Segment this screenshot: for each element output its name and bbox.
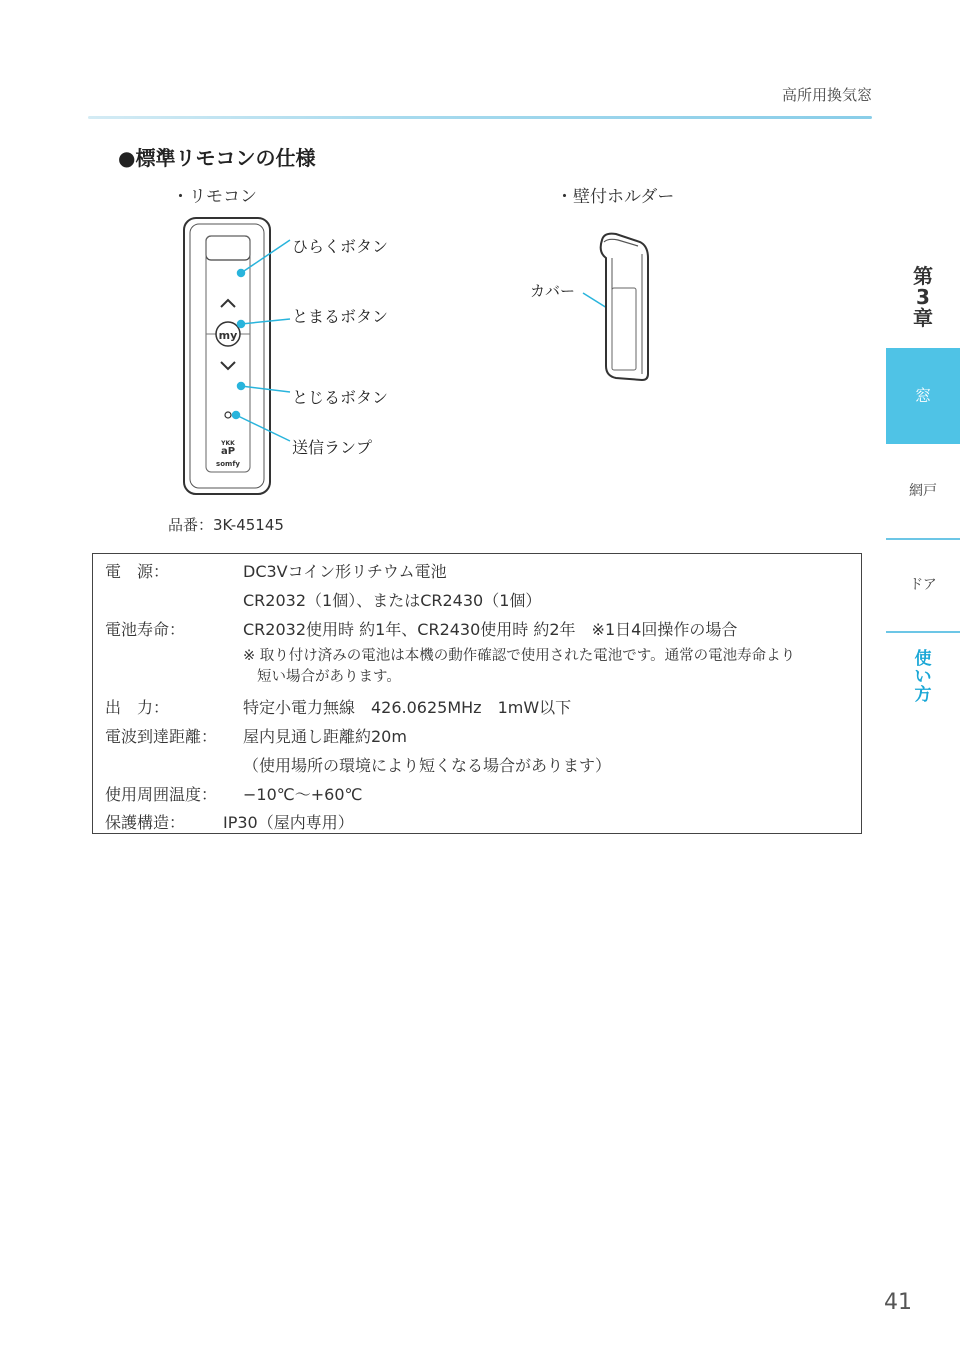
- side-nav-usage-char: い: [914, 667, 932, 687]
- spec-value: CR2032（1個）、またはCR2430（1個）: [243, 591, 542, 610]
- open-button-callout: ひらくボタン: [292, 237, 389, 256]
- spec-value: 屋内見通し距離約20m: [243, 727, 407, 746]
- remote-label: ・リモコン: [172, 187, 257, 207]
- spec-table: [92, 553, 862, 834]
- side-nav-usage-char: 使: [914, 649, 932, 669]
- spec-label: 電 源：: [105, 562, 170, 581]
- side-nav-chapter-line: 3: [916, 285, 930, 309]
- page-number: 41: [884, 1290, 912, 1315]
- brand-somfy-text: somfy: [216, 460, 240, 468]
- side-nav-chapter-line: 章: [913, 306, 933, 330]
- side-nav-item-screen[interactable]: 網戸: [909, 483, 937, 499]
- brand-ykk-text: YKK: [221, 440, 235, 447]
- model-number: 品番：3K-45145: [168, 516, 284, 534]
- spec-label: 保護構造：: [105, 813, 186, 832]
- side-nav-divider: [886, 631, 960, 633]
- my-button-label: my: [218, 329, 238, 342]
- close-button-callout: とじるボタン: [292, 388, 389, 407]
- lamp-callout: 送信ランプ: [292, 438, 373, 457]
- spec-label: 出 力：: [105, 698, 170, 717]
- spec-value: IP30（屋内専用）: [223, 813, 354, 832]
- spec-value: 特定小電力無線 426.0625MHz 1mW以下: [243, 698, 572, 717]
- side-nav-chapter: [886, 266, 960, 329]
- side-nav-item-window[interactable]: 窓: [886, 348, 960, 444]
- side-nav-divider: [886, 538, 960, 540]
- stop-button-callout: とまるボタン: [292, 307, 389, 326]
- spec-label: 電波到達距離：: [105, 727, 218, 746]
- spec-value: DC3Vコイン形リチウム電池: [243, 562, 447, 581]
- spec-note-line: ※ 取り付け済みの電池は本機の動作確認で使用された電池です。通常の電池寿命より: [243, 648, 796, 664]
- holder-label: ・壁付ホルダー: [556, 187, 675, 207]
- spec-value: （使用場所の環境により短くなる場合があります）: [243, 756, 612, 775]
- side-nav-chapter-line: 第: [913, 264, 933, 288]
- section-heading: ●標準リモコンの仕様: [118, 146, 316, 170]
- spec-label: 電池寿命：: [105, 620, 186, 639]
- remote-callout-lines: [0, 0, 960, 520]
- spec-label: 使用周囲温度：: [105, 785, 218, 804]
- header-title: 高所用換気窓: [781, 86, 872, 104]
- side-nav-item-usage[interactable]: [886, 650, 960, 704]
- brand-ap-text: aP: [220, 446, 236, 457]
- side-nav-item-door[interactable]: ドア: [909, 577, 937, 593]
- spec-value: −10℃〜+60℃: [243, 785, 363, 804]
- wall-holder-illustration: [590, 228, 656, 384]
- spec-value: CR2032使用時 約1年、CR2430使用時 約2年 ※1日4回操作の場合: [243, 620, 738, 639]
- side-nav-usage-char: 方: [914, 685, 932, 705]
- spec-note-line: 短い場合があります。: [257, 669, 401, 685]
- cover-callout: カバー: [530, 282, 576, 300]
